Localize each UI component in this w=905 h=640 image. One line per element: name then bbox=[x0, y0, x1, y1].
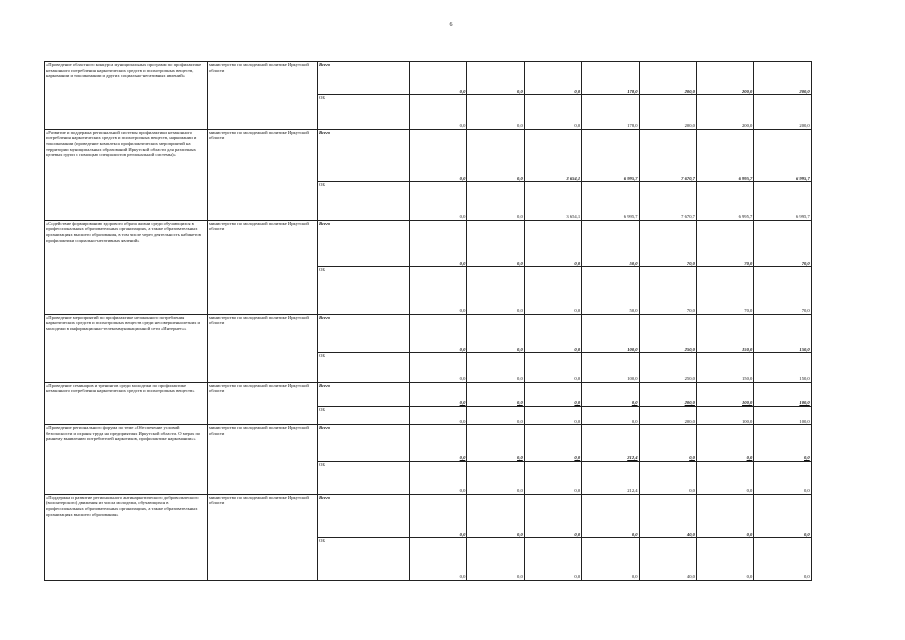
source-value-cell: 6 995,7 bbox=[582, 182, 639, 220]
total-value-cell: 200,0 bbox=[639, 382, 696, 406]
source-value-cell: 0,0 bbox=[582, 406, 639, 424]
total-value-cell: 150,0 bbox=[754, 314, 811, 352]
source-value-cell: 150,0 bbox=[754, 353, 811, 382]
executor-cell: министерство по молодежной политике Иркутской области bbox=[208, 425, 318, 495]
source-value-cell: 0,0 bbox=[754, 461, 811, 494]
source-value-cell: 0,0 bbox=[754, 538, 811, 581]
funding-source-total-label: Всего bbox=[318, 494, 410, 538]
source-value-cell: 0,0 bbox=[410, 95, 467, 129]
total-value-cell: 0,0 bbox=[524, 62, 581, 95]
total-value-cell: 0,0 bbox=[524, 425, 581, 461]
funding-source-label: ОБ bbox=[318, 353, 410, 382]
source-value-cell: 40,0 bbox=[639, 538, 696, 581]
source-value-cell: 0,0 bbox=[410, 538, 467, 581]
source-value-cell: 70,0 bbox=[754, 267, 811, 315]
total-value-cell: 200,0 bbox=[754, 62, 811, 95]
source-value-cell: 0,0 bbox=[524, 353, 581, 382]
source-value-cell: 0,0 bbox=[467, 353, 524, 382]
total-value-cell: 0,0 bbox=[524, 220, 581, 267]
funding-source-total-label: Всего bbox=[318, 129, 410, 182]
total-value-cell: 6 995,7 bbox=[582, 129, 639, 182]
total-value-cell: 200,0 bbox=[639, 62, 696, 95]
total-value-cell: 0,0 bbox=[467, 425, 524, 461]
source-value-cell: 178,0 bbox=[582, 95, 639, 129]
table-row bbox=[45, 494, 812, 538]
event-name-cell: «Проведение областного конкурса муниципальных программ по профилактике незаконного потребления наркотических средств и психотропных веществ, наркомании и токсикомании и других социально-негативных явлений» bbox=[45, 62, 208, 130]
source-value-cell: 0,0 bbox=[467, 95, 524, 129]
source-value-cell: 6 995,7 bbox=[754, 182, 811, 220]
total-value-cell: 250,0 bbox=[639, 314, 696, 352]
total-value-cell: 0,0 bbox=[524, 382, 581, 406]
total-value-cell: 0,0 bbox=[524, 494, 581, 538]
funding-source-label: ОБ bbox=[318, 95, 410, 129]
source-value-cell: 0,0 bbox=[410, 461, 467, 494]
source-value-cell: 212,4 bbox=[582, 461, 639, 494]
total-value-cell: 0,0 bbox=[467, 220, 524, 267]
source-value-cell: 200,0 bbox=[639, 406, 696, 424]
total-value-cell: 0,0 bbox=[696, 425, 753, 461]
source-value-cell: 0,0 bbox=[467, 406, 524, 424]
source-value-cell: 0,0 bbox=[582, 538, 639, 581]
source-value-cell: 0,0 bbox=[410, 182, 467, 220]
total-value-cell: 70,0 bbox=[696, 220, 753, 267]
table-row bbox=[45, 314, 812, 352]
total-value-cell: 0,0 bbox=[467, 314, 524, 352]
total-value-cell: 0,0 bbox=[467, 382, 524, 406]
source-value-cell: 0,0 bbox=[696, 461, 753, 494]
total-value-cell: 3 654,1 bbox=[524, 129, 581, 182]
table-row bbox=[45, 62, 812, 95]
page-number: 6 bbox=[449, 22, 453, 28]
table-body bbox=[45, 62, 812, 581]
total-value-cell: 40,0 bbox=[639, 494, 696, 538]
total-value-cell: 212,4 bbox=[582, 425, 639, 461]
total-value-cell: 100,0 bbox=[754, 382, 811, 406]
total-value-cell: 200,0 bbox=[696, 62, 753, 95]
table-row bbox=[45, 425, 812, 461]
funding-source-total-label: Всего bbox=[318, 382, 410, 406]
total-value-cell: 0,0 bbox=[410, 62, 467, 95]
executor-cell: министерство по молодежной политике Иркутской области bbox=[208, 129, 318, 220]
source-value-cell: 100,0 bbox=[696, 406, 753, 424]
source-value-cell: 0,0 bbox=[467, 267, 524, 315]
total-value-cell: 0,0 bbox=[410, 425, 467, 461]
total-value-cell: 0,0 bbox=[696, 494, 753, 538]
executor-cell: министерство по молодежной политике Иркутской области bbox=[208, 382, 318, 424]
source-value-cell: 0,0 bbox=[467, 538, 524, 581]
total-value-cell: 0,0 bbox=[410, 129, 467, 182]
total-value-cell: 70,0 bbox=[639, 220, 696, 267]
event-name-cell: «Проведение семинаров и тренингов среди молодежи по профилактике незаконного потребления наркотических средств и психотропных веществ» bbox=[45, 382, 208, 424]
source-value-cell: 200,0 bbox=[696, 95, 753, 129]
total-value-cell: 0,0 bbox=[754, 494, 811, 538]
source-value-cell: 100,0 bbox=[754, 406, 811, 424]
source-value-cell: 0,0 bbox=[410, 406, 467, 424]
event-name-cell: «Содействие формированию здорового образа жизни среди обучающихся в профессиональных образовательных организациях, а также образовательных организациях высшего образования, в том числе через деятельность кабинетов профилактики социально-негативных явлений» bbox=[45, 220, 208, 314]
total-value-cell: 50,0 bbox=[582, 220, 639, 267]
total-value-cell: 100,0 bbox=[696, 382, 753, 406]
funding-source-total-label: Всего bbox=[318, 425, 410, 461]
total-value-cell: 0,0 bbox=[467, 62, 524, 95]
total-value-cell: 178,0 bbox=[582, 62, 639, 95]
source-value-cell: 0,0 bbox=[524, 267, 581, 315]
event-name-cell: «Проведение регионального форума по теме «Обеспечение условий безопасности и охраны труда на предприятиях Иркутской области. О мерах по раннему выявлению потребителей наркотиков, профилактике наркомании»» bbox=[45, 425, 208, 495]
total-value-cell: 0,0 bbox=[639, 425, 696, 461]
executor-cell: министерство по молодежной политике Иркутской области bbox=[208, 314, 318, 382]
source-value-cell: 0,0 bbox=[696, 538, 753, 581]
source-value-cell: 70,0 bbox=[696, 267, 753, 315]
total-value-cell: 0,0 bbox=[467, 494, 524, 538]
total-value-cell: 0,0 bbox=[410, 220, 467, 267]
source-value-cell: 150,0 bbox=[696, 353, 753, 382]
source-value-cell: 7 670,7 bbox=[639, 182, 696, 220]
source-value-cell: 0,0 bbox=[410, 353, 467, 382]
total-value-cell: 7 670,7 bbox=[639, 129, 696, 182]
source-value-cell: 0,0 bbox=[524, 406, 581, 424]
source-value-cell: 0,0 bbox=[524, 95, 581, 129]
source-value-cell: 0,0 bbox=[639, 461, 696, 494]
funding-source-label: ОБ bbox=[318, 406, 410, 424]
executor-cell: министерство по молодежной политике Иркутской области bbox=[208, 62, 318, 130]
funding-source-label: ОБ bbox=[318, 182, 410, 220]
total-value-cell: 6 995,7 bbox=[696, 129, 753, 182]
executor-cell: министерство по молодежной политике Иркутской области bbox=[208, 494, 318, 580]
funding-source-label: ОБ bbox=[318, 461, 410, 494]
source-value-cell: 250,0 bbox=[639, 353, 696, 382]
total-value-cell: 0,0 bbox=[524, 314, 581, 352]
source-value-cell: 100,0 bbox=[582, 353, 639, 382]
total-value-cell: 6 995,7 bbox=[754, 129, 811, 182]
source-value-cell: 0,0 bbox=[410, 267, 467, 315]
source-value-cell: 0,0 bbox=[467, 461, 524, 494]
source-value-cell: 3 654,1 bbox=[524, 182, 581, 220]
total-value-cell: 0,0 bbox=[582, 494, 639, 538]
funding-source-total-label: Всего bbox=[318, 62, 410, 95]
total-value-cell: 0,0 bbox=[410, 494, 467, 538]
event-name-cell: «Поддержка и развитие регионального антинаркотического добровольческого (волонтерского) движения из числа молодежи, обучающихся в профессиональных образовательных организациях, а также образовательных организациях высшего образования» bbox=[45, 494, 208, 580]
funding-source-label: ОБ bbox=[318, 538, 410, 581]
total-value-cell: 150,0 bbox=[696, 314, 753, 352]
executor-cell: министерство по молодежной политике Иркутской области bbox=[208, 220, 318, 314]
funding-table bbox=[44, 61, 812, 581]
source-value-cell: 0,0 bbox=[467, 182, 524, 220]
total-value-cell: 100,0 bbox=[582, 314, 639, 352]
funding-source-total-label: Всего bbox=[318, 314, 410, 352]
total-value-cell: 0,0 bbox=[754, 425, 811, 461]
total-value-cell: 0,0 bbox=[410, 314, 467, 352]
total-value-cell: 0,0 bbox=[582, 382, 639, 406]
source-value-cell: 50,0 bbox=[582, 267, 639, 315]
funding-source-total-label: Всего bbox=[318, 220, 410, 267]
table-row bbox=[45, 382, 812, 406]
table-row bbox=[45, 220, 812, 267]
total-value-cell: 0,0 bbox=[467, 129, 524, 182]
total-value-cell: 0,0 bbox=[410, 382, 467, 406]
event-name-cell: «Развитие и поддержка региональной системы профилактики незаконного потребления наркотических средств и психотропных веществ, наркомании и токсикомании (проведение комплекса профилактических мероприятий на территории муниципальных образований Иркутской области для различных целевых групп с помощью специалистов региональной системы)» bbox=[45, 129, 208, 220]
source-value-cell: 6 995,7 bbox=[696, 182, 753, 220]
total-value-cell: 70,0 bbox=[754, 220, 811, 267]
table-row bbox=[45, 129, 812, 182]
source-value-cell: 200,0 bbox=[639, 95, 696, 129]
source-value-cell: 70,0 bbox=[639, 267, 696, 315]
source-value-cell: 0,0 bbox=[524, 461, 581, 494]
source-value-cell: 200,0 bbox=[754, 95, 811, 129]
funding-source-label: ОБ bbox=[318, 267, 410, 315]
source-value-cell: 0,0 bbox=[524, 538, 581, 581]
event-name-cell: «Проведение мероприятий по профилактике незаконного потребления наркотических средств и психотропных веществ среди несовершеннолетних и молодежи в информационно-телекоммуникационной сети «Интернет»» bbox=[45, 314, 208, 382]
